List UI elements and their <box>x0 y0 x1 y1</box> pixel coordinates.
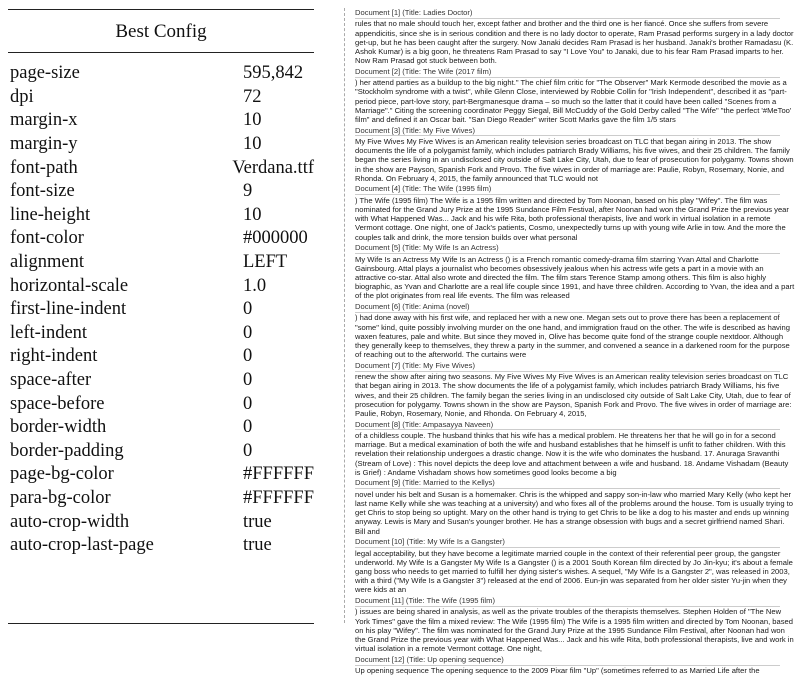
config-key: dpi <box>10 86 34 107</box>
table-bottom-rule <box>8 623 314 624</box>
config-rows <box>8 62 314 557</box>
document-entry <box>355 537 795 594</box>
config-value: #FFFFFF <box>243 487 314 508</box>
config-value: 0 <box>243 440 253 461</box>
document-header: Document [5] (Title: My Wife Is an Actress) <box>355 243 499 253</box>
config-value: Verdana.ttf <box>232 157 314 178</box>
config-value: #000000 <box>243 228 308 249</box>
config-value: 1.0 <box>243 275 267 296</box>
config-value: 0 <box>243 417 253 438</box>
config-key: space-before <box>10 393 105 414</box>
config-row <box>8 227 314 251</box>
document-header: Document [11] (Title: The Wife (1995 film) <box>355 595 495 605</box>
document-entry <box>355 126 795 183</box>
config-key: margin-x <box>10 110 78 131</box>
document-entry <box>355 655 795 675</box>
config-value: 0 <box>243 322 253 343</box>
config-value: 595,842 <box>243 63 304 84</box>
document-body: legal acceptability, but they have become a legitimate married couple in the context of their referential peer group, the gangster underworld. My Wife Is a Gangster My Wife Is a Gangster () is a 2001 South Korean film directed by Jo Jin-kyu; it's about a female gang boss who needs to get married to fulfill her dying sister's wishes. A sequel, "My Wife Is a Gangster 2", was released in 2003, with a third ("My Wife Is a Gangster 3") released at the end of 2006. Eun-jin was separated from her older sister Yu-jin when they were kids at an <box>355 548 793 595</box>
config-row <box>8 156 314 180</box>
document-body: rules that no male should touch her, except father and brother and the third one is her fiancé. Once she suffers from severe appendicitis, since she is in serious condition and there is no lady doctor to operate, Ram Prasad performs surgery in a lady doctor get-up, but he has been caught after the surgery. Now Janaki decides Ram Prasad is her husband. Janaki's brother Ramadasu (K. Ashok Kumar) is a big goon, he threatens Ram Prasad to say "I Love You" to Janaki, due to his fear Ram Prasad imparts to her. Now Ram Prasad got stuck between both. <box>355 19 794 66</box>
config-value: 0 <box>243 393 253 414</box>
document-body: My Wife Is an Actress My Wife Is an Actress () is a French romantic comedy-drama film starring Yvan Attal and Charlotte Gainsbourg. Attal plays a journalist who becomes obsessively jealous when his actress wife gets a part in a movie with an attractive co-star. Attal also wrote and directed the film. The film stars Terence Stamp among others. This film is also highly biographic, as Yvan and Charlotte are a real life couple since 1991, and have three children. According to Yvan, the idea and a part of the plot originates from real life events. The film was released <box>355 254 795 301</box>
document-header: Document [7] (Title: My Five Wives) <box>355 360 475 370</box>
config-row <box>8 487 314 511</box>
config-key: font-size <box>10 181 75 202</box>
document-entry <box>355 420 795 477</box>
config-key: line-height <box>10 204 91 225</box>
config-table <box>0 0 318 631</box>
config-row <box>8 180 314 204</box>
config-key: page-size <box>10 63 80 84</box>
config-row <box>8 440 314 464</box>
document-body: of a childless couple. The husband thinks that his wife has a medical problem. He threatens her that he will go in for a second marriage. But a medical examination of both the wife and husband establishes that he himself is unfit to father children. With this revelation their relationship undergoes a drastic change. Now it is the wife who dominates the husband. 17. Anuraga Sravanthi (Stream of Love) : This novel depicts the deep love and attachment between a wife and husband. 18. Andame Vishadam (Beauty is Grief) : Andame Vishadam shows how sometimes good looks become a big <box>355 430 789 477</box>
config-value: 0 <box>243 299 253 320</box>
config-row <box>8 298 314 322</box>
config-row <box>8 345 314 369</box>
document-entry <box>355 8 795 65</box>
config-value: 72 <box>243 86 262 107</box>
document-body: ) her attend parties as a buildup to the big night." The chief film critic for "The Observer" Mark Kermode described the movie as a "Stockholm syndrome with a twist", while Glenn Close, interviewed by Robbie Collin for "Irish Independent", described it as "part-period piece, part-love story, part-Bergmanesque drama – so much so the latter that it could have been called "Scenes from a Marriage"." Citing the screening coordinator Peggy Siegal, Bill McCuddy of the Gold Derby called "The Wife" "the perfect '#MeToo' film" and defined it an Oscar bait. "San Diego Reader" writer Scott Marks gave the film 1/5 stars <box>355 78 792 124</box>
config-key: font-path <box>10 157 78 178</box>
document-body: novel under his belt and Susan is a homemaker. Chris is the whipped and sappy son-in-law who married Mary Kelly (who kept her last name Kelly while she was teaching at a university) and who fixes all of the problems around the house. Tom is usually trying to get Chris to stop being so uptight. Mary on the other hand is trying to get Chris to be like a dog to his master and ends up winning anyway. Lewis is Mary and Susan's younger brother. He has a strange obsession with bugs and a secret girlfriend named Shari. Bill and <box>355 489 793 536</box>
config-key: margin-y <box>10 134 78 155</box>
config-row <box>8 62 314 86</box>
config-row <box>8 109 314 133</box>
config-value: 10 <box>243 204 262 225</box>
table-header-rule <box>8 52 314 53</box>
document-entry <box>355 184 795 241</box>
config-row <box>8 322 314 346</box>
document-body: renew the show after airing two seasons. My Five Wives My Five Wives is an American reality television series broadcast on TLC that began airing in 2013. The show documents the life of a polygamist family, which includes patriarch Brady Williams, his five wives, and their 25 children. The family began the series living in an undisclosed city outside of Salt Lake City, Utah, due to fear of prosecution for polygamy. Towns shown in the show are Payson, Spanish Fork and Provo. The five wives in order of marriage are: Paulie, Robyn, Rosemary, Nonie, and Rhonda. On February 4, 2015, <box>355 372 792 418</box>
panel-divider <box>344 8 345 623</box>
document-text <box>355 8 795 675</box>
config-key: first-line-indent <box>10 299 127 320</box>
document-body: My Five Wives My Five Wives is an American reality television series broadcast on TLC that began airing in 2013. The show documents the life of a polygamist family, which includes patriarch Brady Williams, his five wives, and their 25 children. The family began the series living in an undisclosed city outside of Salt Lake City, Utah, due to fear of prosecution for polygamy. Towns shown in the show are Payson, Spanish Fork and Provo. The five wives in order of marriage are: Paulie, Robyn, Rosemary, Nonie, and Rhonda. On February 4, 2015, the family announced that TLC would not <box>355 136 794 183</box>
config-row <box>8 274 314 298</box>
config-key: auto-crop-last-page <box>10 535 154 556</box>
document-header: Document [3] (Title: My Five Wives) <box>355 125 475 135</box>
document-header: Document [12] (Title: Up opening sequence) <box>355 654 504 664</box>
config-title: Best Config <box>115 21 207 42</box>
config-row <box>8 392 314 416</box>
config-key: left-indent <box>10 322 88 343</box>
config-key: font-color <box>10 228 84 249</box>
config-value: LEFT <box>243 252 288 273</box>
document-entry <box>355 596 795 653</box>
config-value: 0 <box>243 370 253 391</box>
config-row <box>8 369 314 393</box>
config-key: right-indent <box>10 346 98 367</box>
document-body: Up opening sequence The opening sequence to the 2009 Pixar film "Up" (sometimes referred to as Married Life after the <box>355 666 760 675</box>
document-body: ) The Wife (1995 film) The Wife is a 1995 film written and directed by Tom Noonan, based on his play "Wifey". The film was nominated for the Grand Jury Prize at the 1995 Sundance Film Festival, after Noonan had won the Grand Prize the previous year with What Happened Was... Jack and his wife Rita, both professional therapists, live and work in virtual isolation in a remote Vermont cottage. One night, one of Jack's patients, Cosmo, unexpectedly turns up with young wife Arlie in tow. And the more the couples talk and drink, the more tension builds over what personal <box>355 195 789 242</box>
document-entry <box>355 302 795 359</box>
config-key: horizontal-scale <box>10 275 129 296</box>
config-row <box>8 133 314 157</box>
config-row <box>8 463 314 487</box>
config-key: auto-crop-width <box>10 511 130 532</box>
document-header: Document [9] (Title: Married to the Kellys) <box>355 478 495 488</box>
config-value: 10 <box>243 110 262 131</box>
document-header: Document [6] (Title: Anima (novel) <box>355 301 470 311</box>
config-key: alignment <box>10 252 84 273</box>
document-entry <box>355 361 795 418</box>
config-row <box>8 534 314 558</box>
document-body: ) had done away with his first wife, and replaced her with a new one. Megan sets out to prove there has been a replacement of "some" kind, quite possibly involving murder on the one hand, and immigration fraud on the other. The wife is described as having waxen features, pale and white. But since they moved in, Olive has become quite fond of the strange couple nextdoor. Although they generally keep to themselves, they threw a party in the summer, and convened a seance in a darkened room for the purpose of reaching out to the afterworld. The curtains were <box>355 313 790 360</box>
config-value: #FFFFFF <box>243 464 314 485</box>
document-entry <box>355 478 795 535</box>
config-value: 0 <box>243 346 253 367</box>
document-header: Document [10] (Title: My Wife Is a Gangster) <box>355 537 505 547</box>
document-header: Document [4] (Title: The Wife (1995 film) <box>355 184 492 194</box>
config-row <box>8 510 314 534</box>
document-header: Document [1] (Title: Ladies Doctor) <box>355 8 473 17</box>
config-key: border-padding <box>10 440 124 461</box>
config-row <box>8 251 314 275</box>
config-value: 9 <box>243 181 253 202</box>
config-value: true <box>243 511 272 532</box>
config-key: para-bg-color <box>10 487 111 508</box>
config-value: true <box>243 535 272 556</box>
config-row <box>8 86 314 110</box>
config-row <box>8 416 314 440</box>
document-header: Document [2] (Title: The Wife (2017 film) <box>355 66 492 76</box>
config-key: border-width <box>10 417 107 438</box>
document-body: ) issues are being shared in analysis, as well as the private troubles of the therapists themselves. Stephen Holden of "The New York Times" gave the film a mixed review: The Wife (1995 film) The Wife is a 1995 film written and directed by Tom Noonan, based on his play "Wifey". The film was nominated for the Grand Jury Prize at the 1995 Sundance Film Festival, after Noonan had won the Grand Prize the previous year with What Happened Was... Jack and his wife Rita, both professional therapists, live and work in virtual isolation in a remote Vermont cottage. One night, <box>355 607 794 654</box>
table-top-rule <box>8 9 314 10</box>
document-entry <box>355 67 795 124</box>
config-row <box>8 204 314 228</box>
config-key: space-after <box>10 370 92 391</box>
config-value: 10 <box>243 134 262 155</box>
config-key: page-bg-color <box>10 464 114 485</box>
document-header: Document [8] (Title: Ampasayya Naveen) <box>355 419 494 429</box>
document-entry <box>355 243 795 300</box>
